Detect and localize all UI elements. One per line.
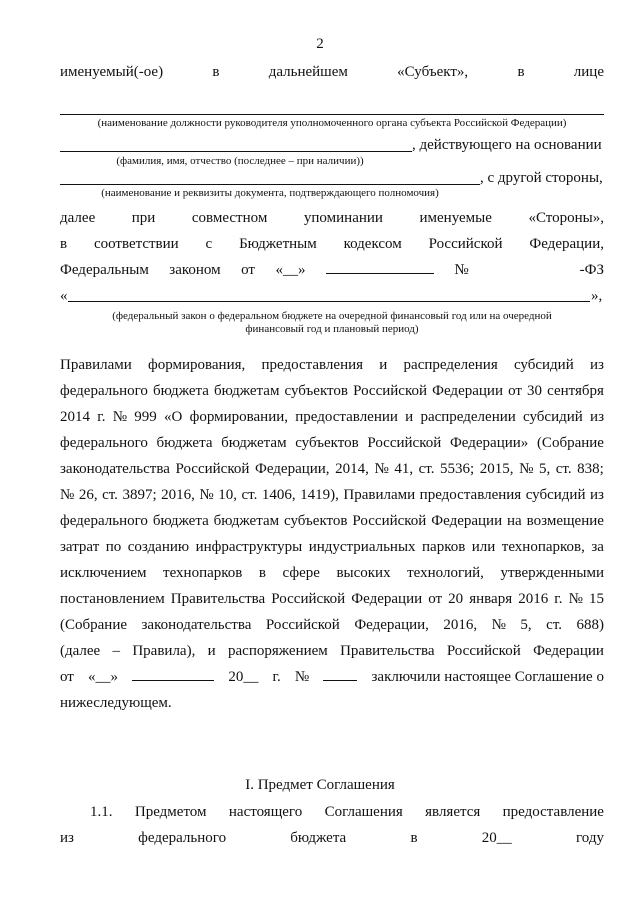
law-title-blank[interactable]	[68, 301, 590, 302]
text-word: настоящего	[228, 804, 303, 820]
caption-official: (наименование должности руководителя уполномоченного органа субъекта Российской Федерации)	[97, 117, 567, 129]
text-word: бюджетам	[213, 513, 280, 529]
text-word: при	[131, 210, 156, 226]
text-word: 26,	[78, 487, 98, 503]
order-number-sign: №	[294, 669, 310, 685]
party-line	[60, 63, 604, 81]
text-word: субсидий	[523, 409, 583, 425]
text-word: Правила),	[132, 643, 196, 659]
text-word: предоставление	[502, 804, 604, 820]
text-word: 5,	[520, 617, 532, 633]
body-line	[60, 356, 604, 374]
text-word: Российской	[367, 435, 442, 451]
text-word: технологий,	[407, 565, 484, 581]
text-word: из	[590, 409, 604, 425]
text-word: распределения	[403, 357, 498, 373]
text-word: Федерации	[431, 513, 503, 529]
acting-basis-text: , действующего на основании	[412, 137, 602, 153]
text-word: №	[60, 487, 75, 503]
text-word: утвержденными	[500, 565, 604, 581]
law-quote-close: »,	[591, 288, 603, 304]
text-word: бюджета	[290, 830, 347, 846]
text-word: 1419),	[300, 487, 339, 503]
text-word: Федерации	[533, 643, 604, 659]
text-word: 3897;	[122, 487, 157, 503]
text-word: января	[469, 591, 513, 607]
text-word: Федерации	[432, 383, 503, 399]
text-word: от	[60, 669, 74, 685]
text-word: -ФЗ	[579, 262, 604, 278]
text-word: Российской	[271, 591, 346, 607]
text-word: субсидий	[525, 487, 586, 503]
text-word: году	[575, 830, 604, 846]
text-word: 5536;	[440, 461, 475, 477]
text-word: именуемый(-ое)	[60, 64, 164, 80]
text-word: Федерации,	[354, 617, 429, 633]
order-year-field[interactable]: 20__	[228, 669, 259, 685]
text-word: Соглашения	[324, 804, 403, 820]
text-word: 2014	[60, 409, 90, 425]
text-word: №	[112, 409, 128, 425]
text-word: предоставления	[419, 487, 522, 503]
text-word: ст.	[546, 617, 562, 633]
text-word: и	[405, 409, 414, 425]
text-word: №	[491, 617, 506, 633]
text-word: формирования,	[148, 357, 246, 373]
text-word: бюджета	[152, 383, 209, 399]
text-word: и	[207, 643, 216, 659]
body-line	[60, 382, 604, 400]
text-word: 688)	[576, 617, 604, 633]
text-word: ст.	[555, 461, 572, 477]
text-word: «Субъект»,	[397, 64, 469, 80]
agreement-date-line	[60, 668, 604, 686]
body-line	[60, 616, 604, 634]
text-word: сентября	[547, 383, 604, 399]
text-word: созданию	[127, 539, 190, 555]
document-blank[interactable]	[60, 184, 480, 185]
text-word: 41,	[394, 461, 414, 477]
order-date-field[interactable]: «__»	[88, 669, 119, 685]
text-word: упоминании	[303, 210, 383, 226]
text-word: Российской	[265, 617, 340, 633]
text-word: (далее	[60, 643, 101, 659]
caption-law-2: финансовый год и плановый период)	[245, 323, 419, 335]
text-word: Российской	[446, 643, 521, 659]
text-word: дальнейшем	[268, 64, 348, 80]
text-word: 999	[134, 409, 157, 425]
text-word: г.	[97, 409, 106, 425]
clause-number: 1.1.	[90, 804, 113, 820]
text-word: в	[258, 565, 266, 581]
text-word: по	[105, 539, 122, 555]
text-word: инфраструктуры	[195, 539, 303, 555]
text-word: в	[60, 236, 68, 252]
text-word: «О	[164, 409, 183, 425]
law-number-space[interactable]	[489, 262, 559, 274]
budget-code-line	[60, 235, 604, 253]
body-line	[60, 512, 604, 530]
text-word: формировании,	[189, 409, 289, 425]
text-word: Федерации»	[449, 435, 529, 451]
text-word: федерального	[60, 383, 148, 399]
body-line	[60, 564, 604, 582]
text-word: 838;	[577, 461, 604, 477]
text-word: бюджетам	[221, 435, 287, 451]
text-word: совместном	[191, 210, 268, 226]
text-word: от	[428, 591, 443, 607]
text-word: г.	[554, 591, 563, 607]
text-word: 2014,	[335, 461, 369, 477]
body-last-line: нижеследующем.	[60, 695, 172, 711]
text-word: бюджета	[152, 513, 209, 529]
text-word: 20	[448, 591, 464, 607]
text-word: законодательства	[60, 461, 170, 477]
text-word: предоставлении	[295, 409, 398, 425]
text-word: парков	[422, 539, 466, 555]
text-word: №	[519, 461, 534, 477]
text-word: Правительства	[170, 591, 266, 607]
text-word: Российской	[353, 383, 428, 399]
text-word: из	[590, 487, 604, 503]
text-word: распределении	[420, 409, 516, 425]
text-word: 2016	[518, 591, 549, 607]
text-word: за	[591, 539, 604, 555]
text-word: затрат	[60, 539, 100, 555]
text-word: законом	[169, 262, 221, 278]
text-word: Предметом	[134, 804, 207, 820]
text-word: субсидий	[513, 357, 574, 373]
text-word: лице	[573, 64, 604, 80]
text-word: федерального	[60, 513, 148, 529]
text-word: ст.	[418, 461, 435, 477]
text-word: федерального	[60, 435, 148, 451]
text-word: Федерации	[351, 591, 423, 607]
order-number-blank[interactable]	[323, 668, 357, 681]
text-word: соответствии	[93, 236, 179, 252]
text-word: г.	[272, 669, 281, 685]
text-word: 15	[588, 591, 604, 607]
body-line	[60, 460, 604, 478]
text-word: 5,	[538, 461, 551, 477]
text-word: исключением	[60, 565, 147, 581]
text-word: 10,	[218, 487, 237, 503]
text-word: ст.	[241, 487, 258, 503]
text-word: кодексом	[343, 236, 402, 252]
body-line	[60, 408, 604, 426]
text-word: Федерации,	[254, 461, 330, 477]
text-word: Федеральным	[60, 262, 149, 278]
text-word: субъектов	[284, 383, 348, 399]
text-word: в	[410, 830, 418, 846]
clause-line-2	[60, 829, 604, 847]
text-word: Федерации,	[529, 236, 604, 252]
text-word: –	[112, 643, 121, 659]
text-word: в	[212, 64, 220, 80]
body-line	[60, 590, 604, 608]
text-word: индустриальных	[308, 539, 416, 555]
text-word: от	[241, 262, 255, 278]
text-word: Правилами	[343, 487, 416, 503]
section-heading: I. Предмет Соглашения	[245, 777, 395, 793]
text-word: (Собрание	[60, 617, 128, 633]
federal-law-line	[60, 261, 604, 279]
text-word: с	[205, 236, 213, 252]
order-month-blank[interactable]	[132, 668, 214, 681]
other-side-text: , с другой стороны,	[480, 170, 603, 186]
text-word: (Собрание	[536, 435, 604, 451]
text-word: распоряжением	[228, 643, 328, 659]
body-line	[60, 434, 604, 452]
text-word: ст.	[102, 487, 118, 503]
text-word: в	[517, 64, 525, 80]
body-line	[60, 538, 604, 556]
text-word: законодательства	[141, 617, 252, 633]
caption-document: (наименование и реквизиты документа, подтверждающего полномочия)	[101, 187, 439, 199]
text-word: постановлением	[60, 591, 165, 607]
text-word: Правилами	[60, 357, 132, 373]
page-number: 2	[316, 36, 324, 52]
text-word: из	[60, 830, 74, 846]
caption-name: (фамилия, имя, отчество (последнее – при наличии))	[116, 155, 364, 167]
text-word: субъектов	[284, 513, 348, 529]
text-word: Правительства	[340, 643, 435, 659]
text-word: Российской	[428, 236, 503, 252]
text-word: №	[568, 591, 583, 607]
text-word: предоставления	[261, 357, 364, 373]
text-word: далее	[60, 210, 96, 226]
law-date-blank[interactable]	[326, 261, 434, 274]
text-phrase: заключили настоящее Соглашение о	[371, 669, 604, 685]
text-word: из	[589, 357, 604, 373]
text-word: и	[379, 357, 388, 373]
joint-line	[60, 209, 604, 227]
text-word: №	[199, 487, 214, 503]
text-word: технопарков,	[501, 539, 585, 555]
text-word: Российской	[175, 461, 250, 477]
body-line	[60, 642, 604, 660]
text-word: 2015,	[479, 461, 514, 477]
text-word: или	[471, 539, 496, 555]
text-word: от	[508, 383, 522, 399]
official-position-blank[interactable]	[60, 114, 604, 115]
clause-line	[90, 803, 604, 821]
text-word: субъектов	[295, 435, 359, 451]
text-word: бюджета	[156, 435, 213, 451]
year-field[interactable]: 20__	[481, 830, 512, 846]
law-date-field[interactable]: «__»	[275, 262, 306, 278]
text-word: бюджетам	[214, 383, 280, 399]
text-word: 30	[527, 383, 543, 399]
text-word: 2016,	[443, 617, 478, 633]
text-word: возмещение	[526, 513, 604, 529]
law-quote-open: «	[60, 288, 68, 304]
body-line	[60, 486, 604, 504]
caption-law-1: (федеральный закон о федеральном бюджете на очередной финансовый год или на очередной	[112, 310, 552, 322]
text-word: именуемые	[419, 210, 492, 226]
text-word: 1406,	[261, 487, 296, 503]
text-word: федерального	[138, 830, 227, 846]
text-word: Российской	[352, 513, 427, 529]
text-word: высоких	[336, 565, 391, 581]
text-word: сфере	[282, 565, 320, 581]
text-word: является	[425, 804, 481, 820]
text-word: на	[507, 513, 522, 529]
text-word: №	[374, 461, 389, 477]
text-word: Бюджетным	[239, 236, 317, 252]
law-number-sign: №	[454, 262, 469, 278]
text-word: 2016,	[161, 487, 195, 503]
text-word: «Стороны»,	[528, 210, 604, 226]
name-blank[interactable]	[60, 151, 412, 152]
text-word: технопарков	[163, 565, 243, 581]
